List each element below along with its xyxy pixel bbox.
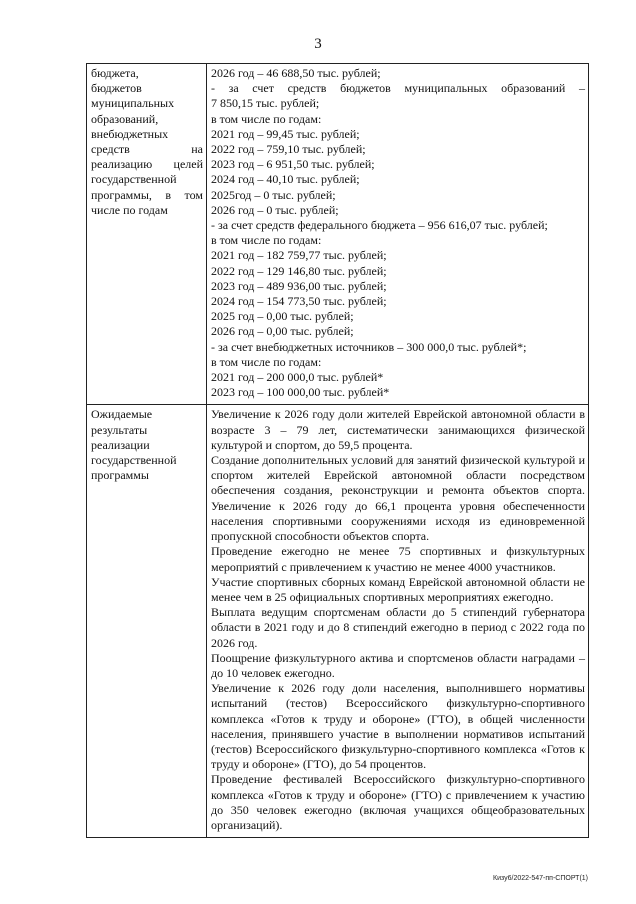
- result-paragraph: Поощрение физкультурного актива и спортсменов области наградами – до 10 человек ежегодно.: [211, 650, 585, 680]
- label-line-word: целей: [173, 157, 203, 172]
- result-paragraph: Проведение фестивалей Всероссийского физкультурно-спортивного комплекса «Готов к труду и обороне» (ГТО) с привлечением к участию до 350 человек ежегодно (включая учащихся общеобразовательных организаций).: [211, 772, 585, 832]
- results-label-cell: [87, 405, 207, 838]
- label-line: образований,: [91, 111, 159, 126]
- funding-line-word: бюджетов: [340, 81, 391, 96]
- results-content-cell: [207, 405, 589, 838]
- funding-line: в том числе по годам:: [211, 111, 322, 126]
- document-code: Кизу6/2022-547-пп-СПОРТ(1): [493, 875, 588, 882]
- funding-line: 2025год – 0 тыс. рублей;: [211, 187, 336, 202]
- label-line: бюджета,: [91, 66, 139, 80]
- page-number: 3: [314, 36, 322, 52]
- funding-line: [211, 81, 585, 96]
- funding-line: 2025 год – 0,00 тыс. рублей;: [211, 309, 354, 324]
- funding-line-word: –: [578, 81, 585, 96]
- result-paragraph: Проведение ежегодно не менее 75 спортивных и физкультурных мероприятий с привлечением к участию не менее 4000 участников.: [211, 544, 585, 574]
- funding-line-word: -: [211, 81, 215, 96]
- funding-line: 2023 год – 100 000,00 тыс. рублей*: [211, 385, 390, 400]
- funding-line: - за счет внебюджетных источников – 300 000,0 тыс. рублей*;: [211, 339, 527, 354]
- funding-line: 2021 год – 182 759,77 тыс. рублей;: [211, 248, 387, 263]
- funding-line: 2022 год – 759,10 тыс. рублей;: [211, 142, 366, 157]
- label-line: [91, 188, 203, 203]
- funding-line: 2024 год – 40,10 тыс. рублей;: [211, 172, 360, 187]
- label-line: государственной: [91, 172, 177, 187]
- funding-row: [87, 64, 589, 405]
- funding-line: - за счет средств федерального бюджета – 956 616,07 тыс. рублей;: [211, 218, 548, 233]
- label-line: программы: [91, 468, 149, 483]
- label-line: числе по годам: [91, 202, 168, 217]
- result-paragraph: Увеличение к 2026 году доли населения, выполнившего нормативы испытаний (тестов) Всероссийского физкультурно-спортивного комплекса «Готов к труду и обороне» (ГТО), в общей численности населения, принявшего участие в выполнении нормативов испытаний (тестов) Всероссийского физкультурно-спортивного комплекса «Готов к труду и обороне» (ГТО), до 54 процентов.: [211, 681, 585, 772]
- funding-line: 2023 год – 6 951,50 тыс. рублей;: [211, 157, 375, 172]
- funding-line: 2026 год – 0 тыс. рублей;: [211, 202, 339, 217]
- label-line: бюджетов: [91, 81, 142, 96]
- label-line: внебюджетных: [91, 126, 169, 141]
- funding-content-cell: [207, 64, 589, 405]
- label-line: [91, 142, 203, 157]
- label-line-word: средств: [91, 142, 130, 157]
- funding-line: 2022 год – 129 146,80 тыс. рублей;: [211, 263, 387, 278]
- funding-line: 2021 год – 200 000,0 тыс. рублей*: [211, 370, 384, 385]
- program-passport-table: [86, 63, 589, 838]
- funding-line: 2023 год – 489 936,00 тыс. рублей;: [211, 278, 387, 293]
- label-line: муниципальных: [91, 96, 175, 111]
- label-line-word: на: [191, 142, 203, 157]
- expected-results-row: [87, 405, 589, 838]
- label-line-word: в: [165, 187, 172, 202]
- label-line: результаты: [91, 422, 148, 437]
- result-paragraph: Участие спортивных сборных команд Еврейской автономной области не менее чем в 25 официальных спортивных мероприятиях ежегодно.: [211, 574, 585, 604]
- label-line-word: реализацию: [91, 157, 153, 172]
- label-line: Ожидаемые: [91, 407, 153, 422]
- result-paragraph: Выплата ведущим спортсменам области до 5 стипендий губернатора области в 2021 году и до 8 стипендий ежегодно в период с 2022 года по 2026 год.: [211, 605, 585, 650]
- label-line: государственной: [91, 453, 177, 468]
- funding-line: 2026 год – 0,00 тыс. рублей;: [211, 324, 354, 339]
- label-line: реализации: [91, 437, 150, 452]
- result-paragraph: Увеличение к 2026 году доли жителей Еврейской автономной области в возрасте 3 – 79 лет, систематически занимающихся физической культурой и спортом, до 59,5 процента.: [211, 407, 585, 452]
- funding-line: 2026 год – 46 688,50 тыс. рублей;: [211, 66, 381, 80]
- funding-line-word: образований: [501, 81, 566, 96]
- label-line-word: программы,: [91, 187, 152, 202]
- funding-line-word: счет: [252, 81, 274, 96]
- funding-label-cell: [87, 64, 207, 405]
- funding-line: в том числе по годам:: [211, 354, 322, 369]
- label-line: [91, 157, 203, 172]
- funding-line: 2021 год – 99,45 тыс. рублей;: [211, 126, 360, 141]
- funding-line-word: муниципальных: [404, 81, 488, 96]
- label-line-word: том: [184, 187, 203, 202]
- funding-line: 7 850,15 тыс. рублей;: [211, 96, 320, 111]
- result-paragraph: Создание дополнительных условий для занятий физической культурой и спортом жителей Еврейской автономной области посредством обеспечения создания, реконструкции и ремонта объектов спорта. Увеличение к 2026 году до 66,1 процента уровня обеспеченности населения спортивными сооружениями исходя из единовременной пропускной способности объектов спорта.: [211, 453, 585, 544]
- funding-line: 2024 год – 154 773,50 тыс. рублей;: [211, 294, 387, 309]
- funding-line: в том числе по годам:: [211, 233, 322, 248]
- funding-line-word: средств: [287, 81, 327, 96]
- funding-line-word: за: [228, 81, 239, 96]
